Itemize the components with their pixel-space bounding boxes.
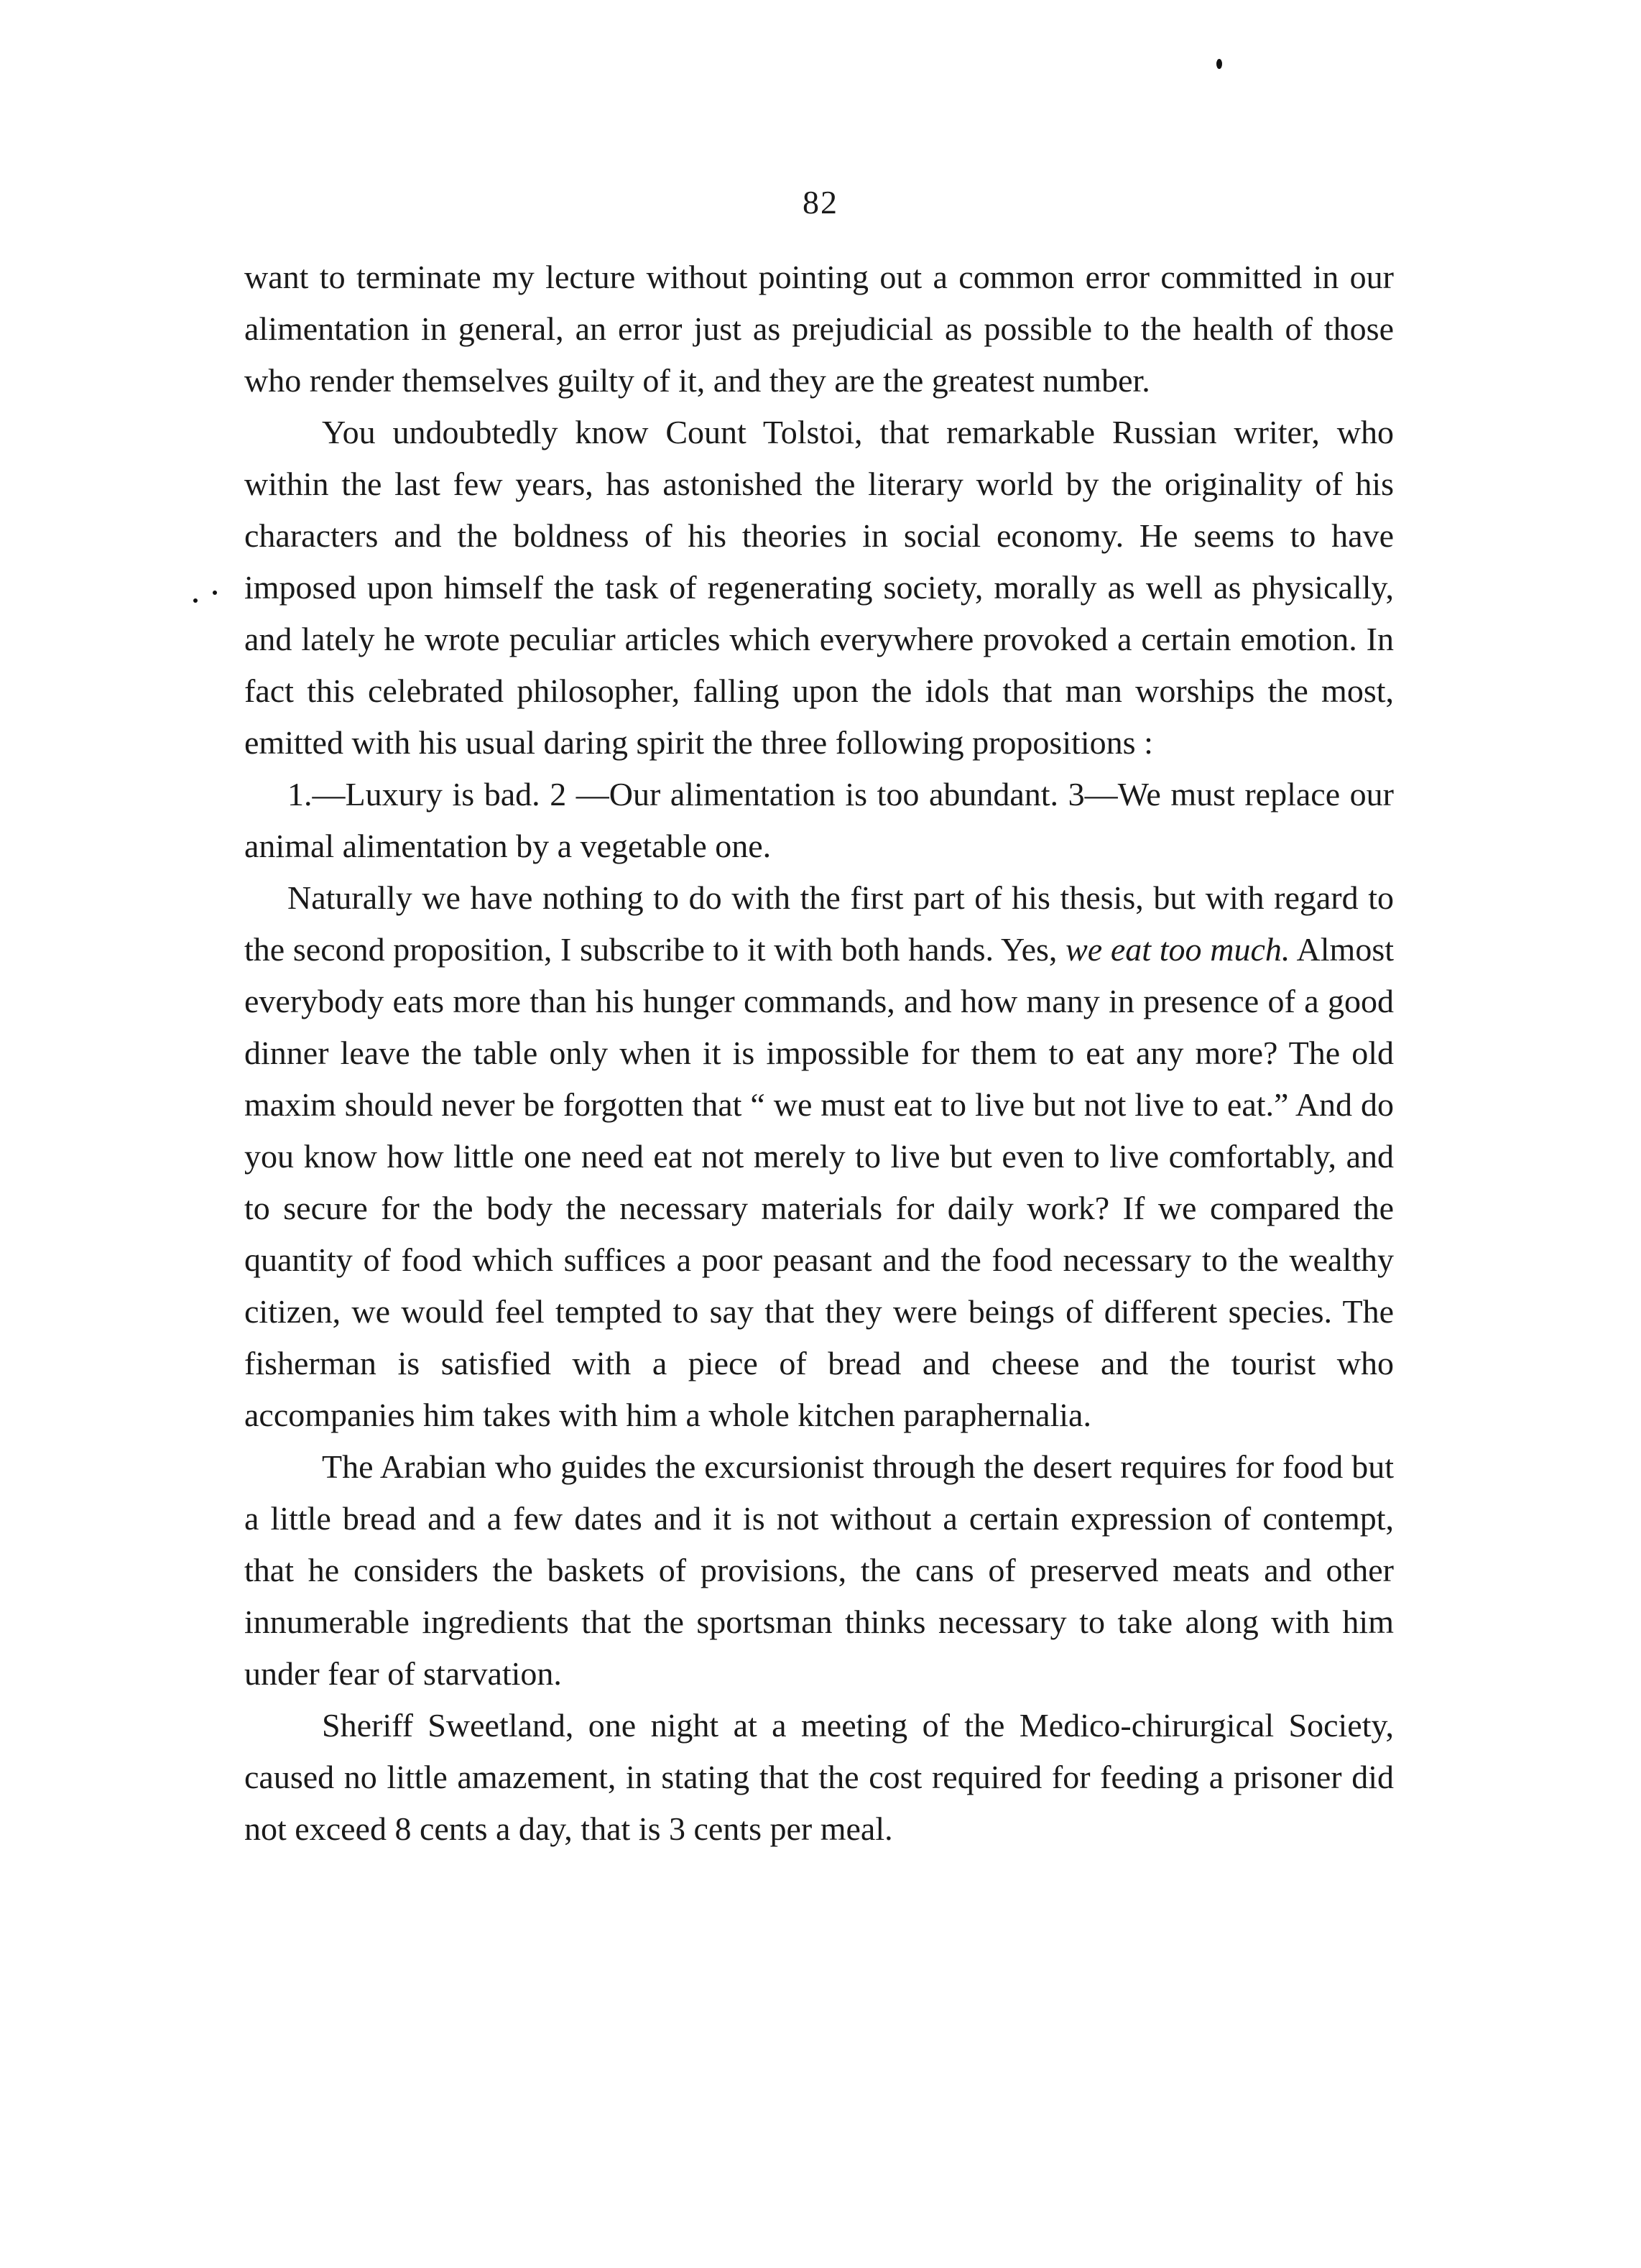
body-text: [244, 251, 1394, 1855]
paragraph-text: Almost everybody eats more than his hunger commands, and how many in presence of a good dinner leave the table only when it is impossible for them to eat any more? The old maxim should never be forgotten that “ we must eat to live but not live to eat.” And do you know how little one need eat not merely to live but even to live comfortably, and to secure for the body the necessary materials for daily work? If we compared the quantity of food which suffices a poor peasant and the food necessary to the wealthy citizen, we would feel tempted to say that they were beings of different species. The fisherman is satisfied with a piece of bread and cheese and the tourist who accompanies him takes with him a whole kitchen paraphernalia.: [244, 931, 1395, 1433]
paragraph-text: Naturally we have nothing to do with the first part of his thesis, but with regard to the second proposition, I subscribe to it with both hands. Yes,: [244, 879, 1394, 968]
paragraph: want to terminate my lecture without pointing out a common error committed in our alimentation in general, an error just as prejudicial as possible to the health of those who render themselves guilty of it, and they are the greatest number.: [244, 259, 1394, 399]
ink-speck: [213, 591, 217, 595]
emphasized-text: we eat too much.: [1066, 931, 1290, 968]
ink-speck: [193, 598, 198, 603]
paragraph: [244, 872, 1394, 1441]
paragraph: You undoubtedly know Count Tolstoi, that remarkable Russian writer, who within the last few years, has astonished the literary world by the originality of his characters and the boldness of his theories in social economy. He seems to have imposed upon himself the task of regenerating society, morally as well as physically, and lately he wrote peculiar articles which everywhere provoked a certain emotion. In fact this celebrated philosopher, falling upon the idols that man worships the most, emitted with his usual daring spirit the three following propositions :: [244, 414, 1394, 761]
ink-speck: [1216, 59, 1222, 69]
paragraph: Sheriff Sweetland, one night at a meeting of the Medico-chirurgical Society, caused no little amazement, in stating that the cost required for feeding a prisoner did not exceed 8 cents a day, that is 3 cents per meal.: [244, 1707, 1394, 1847]
paragraph: The Arabian who guides the excursionist through the desert requires for food but a little bread and a few dates and it is not without a certain expression of contempt, that he considers the baskets of provisions, the cans of preserved meats and other innumerable ingredients that the sportsman thinks necessary to take along with him under fear of starvation.: [244, 1448, 1394, 1692]
propositions-list: 1.—Luxury is bad. 2 —Our alimentation is too abundant. 3—We must replace our animal alimentation by a vegetable one.: [244, 776, 1394, 864]
page-number: 82: [803, 184, 838, 221]
